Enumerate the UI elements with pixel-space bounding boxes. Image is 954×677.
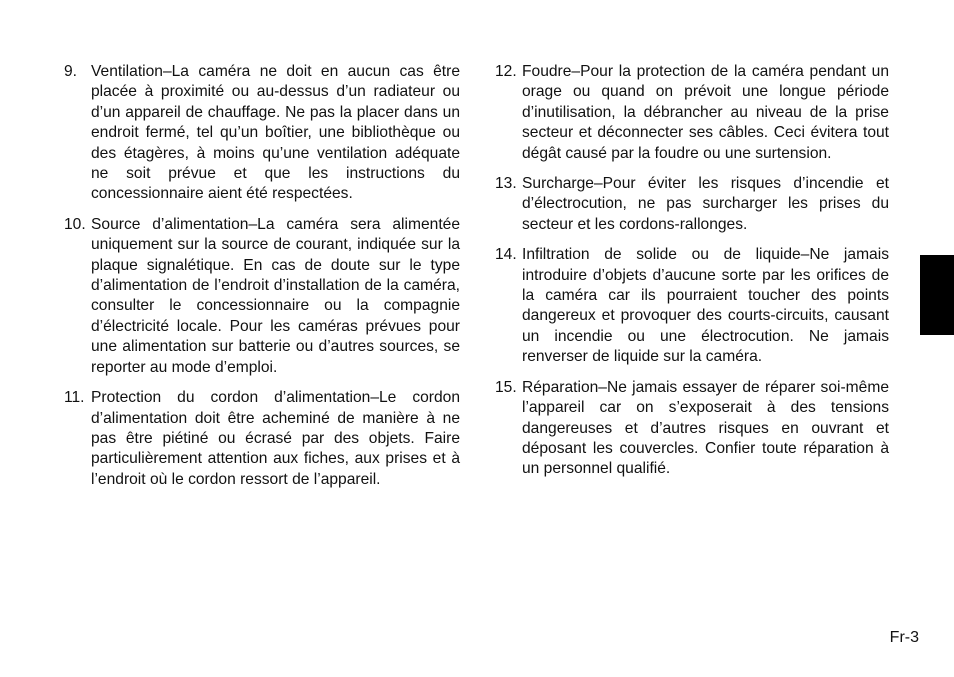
item-text: Protection du cordon d’alimentation–Le cordon d’alimentation doit être acheminé de manière à ne pas être piétiné ou écrasé par des objets. Faire particulièrement attention aux fiches, aux prises et à l’endroit où le cordon ressort de l’appareil. (91, 389, 460, 488)
section-tab-marker (920, 255, 954, 335)
item-text: Foudre–Pour la protection de la caméra pendant un orage ou quand on prévoit une longue période d’inutilisation, la débrancher au niveau de la prise secteur et déconnecter ses câbles. Ceci évitera tout dégât causé par la foudre ou une surtension. (522, 63, 889, 162)
list-item (64, 388, 460, 490)
list-item (495, 378, 889, 480)
item-number: 9. (64, 63, 78, 80)
left-column (64, 62, 460, 500)
item-text: Source d’alimentation–La caméra sera alimentée uniquement sur la source de courant, indiquée sur la plaque signalétique. En cas de doute sur le type d’alimentation de l’endroit d’installation de la caméra, consulter le concessionnaire ou la compagnie d’électricité locale. Pour les caméras prévues pour une alimentation sur batterie ou d’autres sources, se reporter au mode d’emploi. (91, 215, 460, 376)
item-text: Ventilation–La caméra ne doit en aucun cas être placée à proximité ou au-dessus d’un radiateur ou d’un appareil de chauffage. Ne pas la placer dans un endroit fermé, tel qu’un boîtier, une bibliothèque ou des étagères, à moins qu’une ventilation adéquate ne soit prévue et que les instructions du concessionnaire aient été respectées. (91, 63, 460, 203)
item-number: 13. (495, 175, 517, 193)
item-number: 10. (64, 215, 86, 233)
right-column (495, 62, 889, 490)
list-item (495, 245, 889, 367)
page-number: Fr-3 (889, 629, 919, 646)
list-item (495, 62, 889, 164)
item-text: Infiltration de solide ou de liquide–Ne jamais introduire d’objets d’aucune sorte par les orifices de la caméra car ils pourraient toucher des points dangereux et provoquer des courts-circuits, causant un incendie ou une électrocution. Ne jamais renverser de liquide sur la caméra. (522, 246, 889, 366)
item-text: Réparation–Ne jamais essayer de réparer soi-même l’appareil car on s’exposerait à des tensions dangereuses et d’autres risques en ouvrant et déposant les couvercles. Confier toute réparation à un personnel qualifié. (522, 378, 889, 478)
list-item (64, 215, 460, 378)
item-number: 14. (495, 246, 517, 264)
item-number: 11. (64, 389, 85, 407)
item-number: 12. (495, 63, 517, 80)
item-text: Surcharge–Pour éviter les risques d’incendie et d’électrocution, ne pas surcharger les prises du secteur et les cordons-rallonges. (522, 175, 889, 233)
item-number: 15. (495, 378, 517, 396)
list-item (64, 62, 460, 205)
list-item (495, 174, 889, 235)
